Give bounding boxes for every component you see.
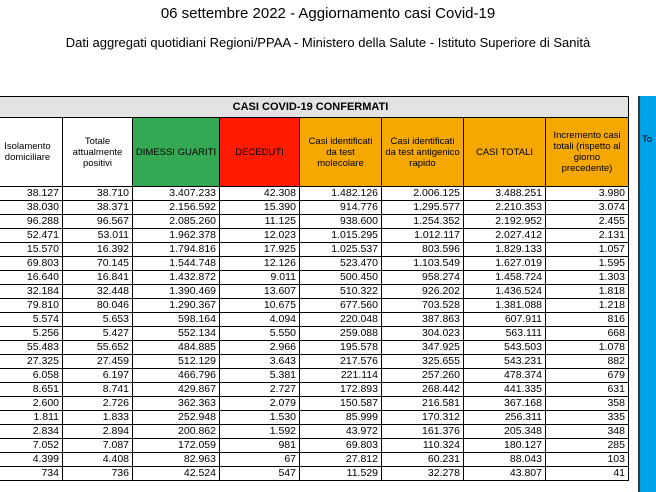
cell-incremento: 285 xyxy=(546,439,629,453)
cell-casi-totali: 88.043 xyxy=(464,453,546,467)
cell-totale-positivi: 5.427 xyxy=(63,327,133,341)
cell-deceduti: 11.125 xyxy=(220,215,300,229)
cell-test-antigenico: 170.312 xyxy=(382,411,464,425)
cell-dimessi-guariti: 512.129 xyxy=(133,355,220,369)
cell-totale-positivi: 27.459 xyxy=(63,355,133,369)
cell-test-molecolare: 500.450 xyxy=(300,271,382,285)
cell-test-molecolare: 172.893 xyxy=(300,383,382,397)
cell-isolamento: 16.640 xyxy=(0,271,63,285)
cell-isolamento: 15.570 xyxy=(0,243,63,257)
cell-isolamento: 734 xyxy=(0,467,63,481)
cell-totale-positivi: 736 xyxy=(63,467,133,481)
cell-incremento: 679 xyxy=(546,369,629,383)
cell-test-molecolare: 510.322 xyxy=(300,285,382,299)
cell-test-molecolare: 1.015.295 xyxy=(300,229,382,243)
cell-deceduti: 42.308 xyxy=(220,187,300,201)
header-test-molecolare: Casi identificati da test molecolare xyxy=(300,118,382,187)
cell-deceduti: 2.966 xyxy=(220,341,300,355)
header-deceduti: DECEDUTI xyxy=(220,118,300,187)
cell-test-antigenico: 803.596 xyxy=(382,243,464,257)
cell-test-molecolare: 523.470 xyxy=(300,257,382,271)
covid-cases-table xyxy=(0,96,629,481)
table-row xyxy=(0,299,629,313)
table-row xyxy=(0,285,629,299)
next-column-label: To xyxy=(642,134,653,145)
cell-test-molecolare: 938.600 xyxy=(300,215,382,229)
cell-isolamento: 6.058 xyxy=(0,369,63,383)
cell-isolamento: 2.834 xyxy=(0,425,63,439)
cell-incremento: 358 xyxy=(546,397,629,411)
cell-casi-totali: 367.168 xyxy=(464,397,546,411)
cell-casi-totali: 607.911 xyxy=(464,313,546,327)
cell-test-antigenico: 347.925 xyxy=(382,341,464,355)
cell-deceduti: 2.727 xyxy=(220,383,300,397)
cell-casi-totali: 2.027.412 xyxy=(464,229,546,243)
cell-totale-positivi: 16.841 xyxy=(63,271,133,285)
cell-dimessi-guariti: 1.390.469 xyxy=(133,285,220,299)
cell-casi-totali: 2.210.353 xyxy=(464,201,546,215)
cell-dimessi-guariti: 552.134 xyxy=(133,327,220,341)
cell-casi-totali: 441.335 xyxy=(464,383,546,397)
cell-dimessi-guariti: 466.796 xyxy=(133,369,220,383)
cell-totale-positivi: 32.448 xyxy=(63,285,133,299)
cell-incremento: 3.980 xyxy=(546,187,629,201)
cell-isolamento: 38.030 xyxy=(0,201,63,215)
cell-incremento: 1.078 xyxy=(546,341,629,355)
cell-test-molecolare: 259.088 xyxy=(300,327,382,341)
header-dimessi-guariti: DIMESSI GUARITI xyxy=(133,118,220,187)
cell-totale-positivi: 4.408 xyxy=(63,453,133,467)
cell-casi-totali: 43.807 xyxy=(464,467,546,481)
table-row xyxy=(0,327,629,341)
cell-test-molecolare: 1.482.126 xyxy=(300,187,382,201)
cell-incremento: 1.818 xyxy=(546,285,629,299)
cell-isolamento: 5.574 xyxy=(0,313,63,327)
cell-isolamento: 2.600 xyxy=(0,397,63,411)
cell-incremento: 41 xyxy=(546,467,629,481)
cell-casi-totali: 543.231 xyxy=(464,355,546,369)
table-row xyxy=(0,341,629,355)
cell-dimessi-guariti: 172.059 xyxy=(133,439,220,453)
cell-totale-positivi: 6.197 xyxy=(63,369,133,383)
cell-test-antigenico: 387.863 xyxy=(382,313,464,327)
cell-incremento: 631 xyxy=(546,383,629,397)
cell-deceduti: 15.390 xyxy=(220,201,300,215)
cell-incremento: 335 xyxy=(546,411,629,425)
cell-test-molecolare: 11.529 xyxy=(300,467,382,481)
cell-isolamento: 38.127 xyxy=(0,187,63,201)
table-row xyxy=(0,229,629,243)
cell-isolamento: 8.651 xyxy=(0,383,63,397)
cell-deceduti: 10.675 xyxy=(220,299,300,313)
cell-test-antigenico: 268.442 xyxy=(382,383,464,397)
cell-casi-totali: 3.488.251 xyxy=(464,187,546,201)
cell-test-molecolare: 69.803 xyxy=(300,439,382,453)
table-row xyxy=(0,439,629,453)
cell-test-molecolare: 85.999 xyxy=(300,411,382,425)
cell-isolamento: 5.256 xyxy=(0,327,63,341)
cell-casi-totali: 1.627.019 xyxy=(464,257,546,271)
cell-test-molecolare: 217.576 xyxy=(300,355,382,369)
cell-incremento: 1.057 xyxy=(546,243,629,257)
cell-totale-positivi: 2.726 xyxy=(63,397,133,411)
cell-casi-totali: 256.311 xyxy=(464,411,546,425)
cell-totale-positivi: 80.046 xyxy=(63,299,133,313)
cell-incremento: 2.455 xyxy=(546,215,629,229)
cell-test-antigenico: 32.278 xyxy=(382,467,464,481)
cell-casi-totali: 205.348 xyxy=(464,425,546,439)
table-row xyxy=(0,425,629,439)
cell-incremento: 103 xyxy=(546,453,629,467)
cell-deceduti: 5.381 xyxy=(220,369,300,383)
cell-dimessi-guariti: 484.885 xyxy=(133,341,220,355)
cell-incremento: 348 xyxy=(546,425,629,439)
cell-deceduti: 981 xyxy=(220,439,300,453)
cell-isolamento: 96.288 xyxy=(0,215,63,229)
table-row xyxy=(0,467,629,481)
cell-casi-totali: 543.503 xyxy=(464,341,546,355)
table-row xyxy=(0,383,629,397)
confirmed-cases-band: CASI COVID-19 CONFERMATI xyxy=(0,97,629,118)
table-row xyxy=(0,369,629,383)
header-test-antigenico: Casi identificati da test antigenico rapido xyxy=(382,118,464,187)
header-totale-positivi: Totale attualmente positivi xyxy=(63,118,133,187)
cell-test-molecolare: 220.048 xyxy=(300,313,382,327)
cell-test-antigenico: 1.295.577 xyxy=(382,201,464,215)
cell-test-antigenico: 926.202 xyxy=(382,285,464,299)
cell-test-molecolare: 195.578 xyxy=(300,341,382,355)
cell-test-antigenico: 325.655 xyxy=(382,355,464,369)
cell-dimessi-guariti: 42.524 xyxy=(133,467,220,481)
cell-dimessi-guariti: 1.962.378 xyxy=(133,229,220,243)
cell-dimessi-guariti: 1.432.872 xyxy=(133,271,220,285)
cell-test-molecolare: 221.114 xyxy=(300,369,382,383)
cell-test-antigenico: 110.324 xyxy=(382,439,464,453)
cell-test-antigenico: 958.274 xyxy=(382,271,464,285)
cell-dimessi-guariti: 1.794.816 xyxy=(133,243,220,257)
table-row xyxy=(0,397,629,411)
cell-totale-positivi: 7.087 xyxy=(63,439,133,453)
table-row xyxy=(0,187,629,201)
table-row xyxy=(0,201,629,215)
cell-totale-positivi: 70.145 xyxy=(63,257,133,271)
cell-deceduti: 17.925 xyxy=(220,243,300,257)
cell-incremento: 1.595 xyxy=(546,257,629,271)
header-casi-totali: CASI TOTALI xyxy=(464,118,546,187)
cell-test-antigenico: 60.231 xyxy=(382,453,464,467)
cell-totale-positivi: 38.371 xyxy=(63,201,133,215)
table-body xyxy=(0,187,629,481)
cell-isolamento: 4.399 xyxy=(0,453,63,467)
cell-dimessi-guariti: 2.085.260 xyxy=(133,215,220,229)
cell-dimessi-guariti: 200.862 xyxy=(133,425,220,439)
cell-casi-totali: 1.381.088 xyxy=(464,299,546,313)
cell-isolamento: 27.325 xyxy=(0,355,63,369)
cell-isolamento: 55.483 xyxy=(0,341,63,355)
page-subtitle: Dati aggregati quotidiani Regioni/PPAA - Ministero della Salute - Istituto Superiore di Sanità xyxy=(65,35,591,50)
cell-casi-totali: 1.829.133 xyxy=(464,243,546,257)
table-row xyxy=(0,215,629,229)
cell-deceduti: 67 xyxy=(220,453,300,467)
cell-incremento: 668 xyxy=(546,327,629,341)
cell-totale-positivi: 1.833 xyxy=(63,411,133,425)
cell-totale-positivi: 53.011 xyxy=(63,229,133,243)
cell-dimessi-guariti: 598.164 xyxy=(133,313,220,327)
cell-deceduti: 1.592 xyxy=(220,425,300,439)
cell-dimessi-guariti: 429.867 xyxy=(133,383,220,397)
cell-totale-positivi: 16.392 xyxy=(63,243,133,257)
cell-totale-positivi: 55.652 xyxy=(63,341,133,355)
cell-isolamento: 32.184 xyxy=(0,285,63,299)
cell-test-antigenico: 257.260 xyxy=(382,369,464,383)
cell-test-antigenico: 1.103.549 xyxy=(382,257,464,271)
cell-casi-totali: 2.192.952 xyxy=(464,215,546,229)
cell-deceduti: 9.011 xyxy=(220,271,300,285)
cell-deceduti: 2.079 xyxy=(220,397,300,411)
table-row xyxy=(0,355,629,369)
cell-totale-positivi: 2.894 xyxy=(63,425,133,439)
cell-incremento: 816 xyxy=(546,313,629,327)
cell-incremento: 882 xyxy=(546,355,629,369)
cell-totale-positivi: 96.567 xyxy=(63,215,133,229)
cell-test-antigenico: 1.012.117 xyxy=(382,229,464,243)
cell-totale-positivi: 8.741 xyxy=(63,383,133,397)
cell-test-antigenico: 1.254.352 xyxy=(382,215,464,229)
table-row xyxy=(0,257,629,271)
cell-dimessi-guariti: 362.363 xyxy=(133,397,220,411)
cell-test-antigenico: 304.023 xyxy=(382,327,464,341)
column-divider xyxy=(638,96,640,492)
cell-dimessi-guariti: 3.407.233 xyxy=(133,187,220,201)
header-isolamento: Isolamento domiciliare xyxy=(0,118,63,187)
cell-casi-totali: 563.111 xyxy=(464,327,546,341)
cell-dimessi-guariti: 82.963 xyxy=(133,453,220,467)
cell-test-molecolare: 150.587 xyxy=(300,397,382,411)
cell-deceduti: 13.607 xyxy=(220,285,300,299)
page-title: 06 settembre 2022 - Aggiornamento casi Covid-19 xyxy=(160,5,496,22)
cell-casi-totali: 478.374 xyxy=(464,369,546,383)
cell-test-molecolare: 914.776 xyxy=(300,201,382,215)
cell-casi-totali: 1.436.524 xyxy=(464,285,546,299)
cell-test-molecolare: 43.972 xyxy=(300,425,382,439)
cell-dimessi-guariti: 2.156.592 xyxy=(133,201,220,215)
cell-dimessi-guariti: 1.290.367 xyxy=(133,299,220,313)
cell-dimessi-guariti: 1.544.748 xyxy=(133,257,220,271)
cell-test-antigenico: 216.581 xyxy=(382,397,464,411)
table-row xyxy=(0,453,629,467)
cell-isolamento: 69.803 xyxy=(0,257,63,271)
cell-deceduti: 547 xyxy=(220,467,300,481)
table-row xyxy=(0,271,629,285)
table-row xyxy=(0,313,629,327)
cell-isolamento: 79.810 xyxy=(0,299,63,313)
cell-test-molecolare: 1.025.537 xyxy=(300,243,382,257)
table-row xyxy=(0,243,629,257)
header-incremento: Incremento casi totali (rispetto al giorno precedente) xyxy=(546,118,629,187)
covid-data-table-area xyxy=(0,96,656,492)
cell-incremento: 1.218 xyxy=(546,299,629,313)
cell-incremento: 3.074 xyxy=(546,201,629,215)
cell-totale-positivi: 5.653 xyxy=(63,313,133,327)
cell-deceduti: 12.023 xyxy=(220,229,300,243)
cell-deceduti: 12.126 xyxy=(220,257,300,271)
cell-deceduti: 1.530 xyxy=(220,411,300,425)
cell-test-molecolare: 677.560 xyxy=(300,299,382,313)
cell-totale-positivi: 38.710 xyxy=(63,187,133,201)
cell-incremento: 2.131 xyxy=(546,229,629,243)
cell-deceduti: 5.550 xyxy=(220,327,300,341)
next-column-header xyxy=(638,96,656,492)
cell-dimessi-guariti: 252.948 xyxy=(133,411,220,425)
cell-isolamento: 7.052 xyxy=(0,439,63,453)
cell-test-antigenico: 161.376 xyxy=(382,425,464,439)
cell-isolamento: 1.811 xyxy=(0,411,63,425)
cell-deceduti: 3.643 xyxy=(220,355,300,369)
cell-test-antigenico: 2.006.125 xyxy=(382,187,464,201)
cell-isolamento: 52.471 xyxy=(0,229,63,243)
cell-incremento: 1.303 xyxy=(546,271,629,285)
cell-test-antigenico: 703.528 xyxy=(382,299,464,313)
cell-test-molecolare: 27.812 xyxy=(300,453,382,467)
cell-casi-totali: 180.127 xyxy=(464,439,546,453)
table-row xyxy=(0,411,629,425)
cell-casi-totali: 1.458.724 xyxy=(464,271,546,285)
cell-deceduti: 4.094 xyxy=(220,313,300,327)
